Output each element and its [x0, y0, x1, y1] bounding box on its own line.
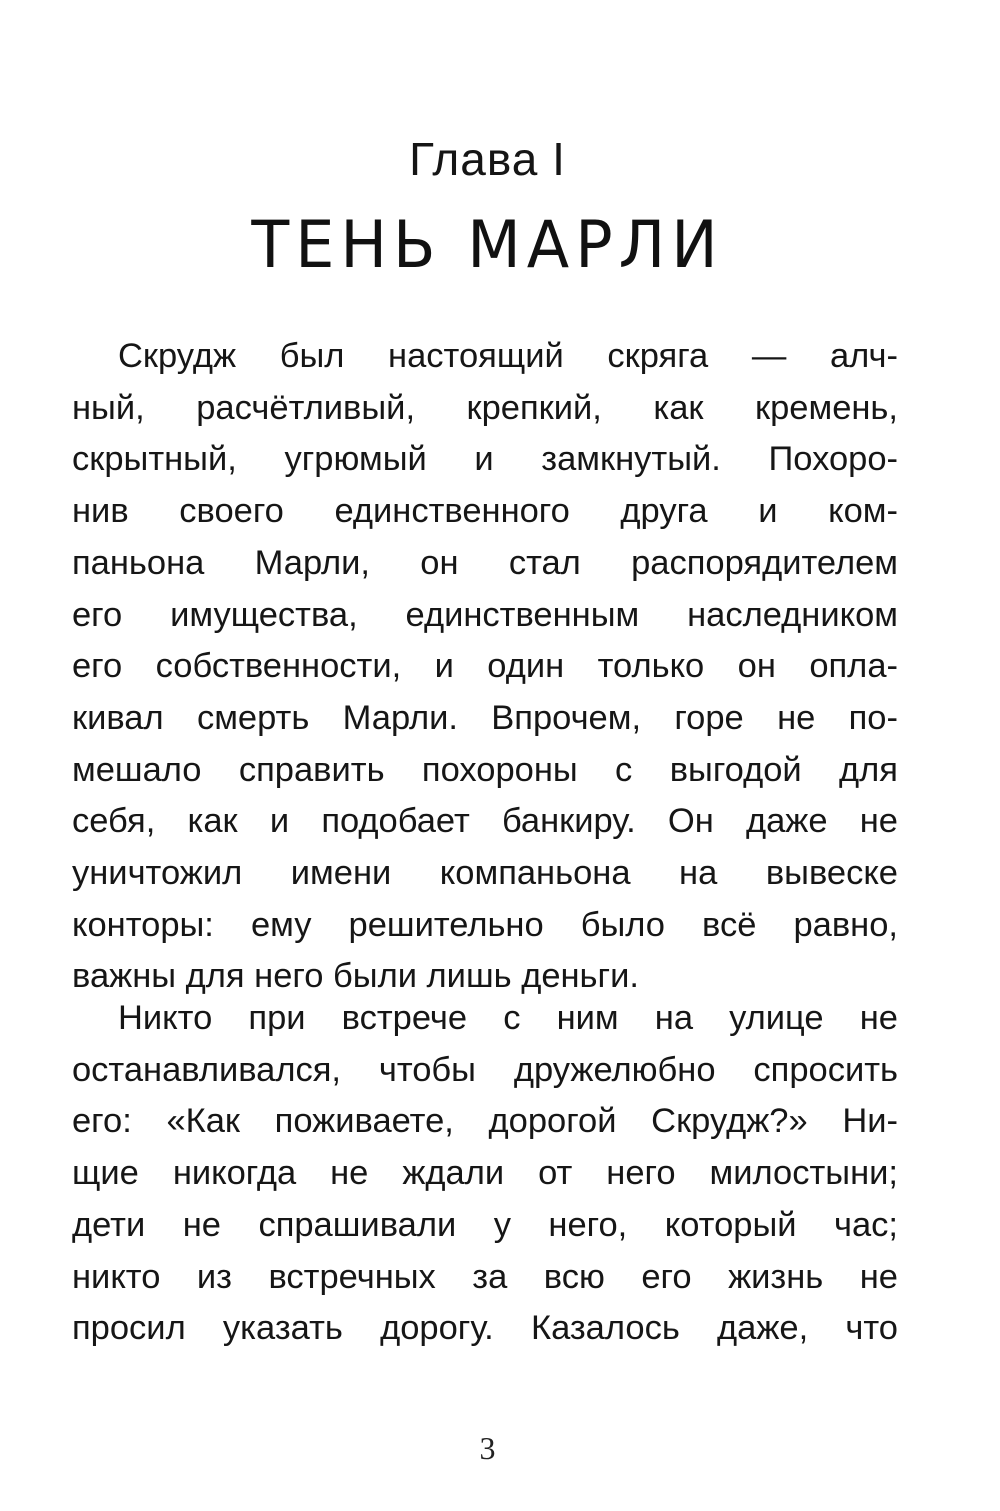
text-line: Никто при встрече с ним на улице не	[118, 999, 898, 1037]
paragraph-1	[72, 331, 898, 1003]
text-line: нив своего единственного друга и ком-	[72, 492, 898, 531]
text-line: конторы: ему решительно было всё равно,	[72, 905, 898, 944]
text-line: ный, расчётливый, крепкий, как кремень,	[72, 388, 898, 427]
text-line: мешало справить похороны с выгодой для	[72, 750, 898, 789]
text-line: его: «Как поживаете, дорогой Скрудж?» Ни-	[72, 1102, 898, 1141]
text-line: важны для него были лишь деньги.	[72, 957, 639, 996]
text-line: себя, как и подобает банкиру. Он даже не	[72, 802, 898, 841]
text-line: дети не спрашивали у него, который час;	[72, 1205, 898, 1244]
text-line: останавливался, чтобы дружелюбно спросить	[72, 1050, 898, 1089]
text-line: уничтожил имени компаньона на вывеске	[72, 854, 898, 893]
text-line: Скрудж был настоящий скряга — алч-	[118, 337, 898, 375]
chapter-title: ТЕНЬ МАРЛИ	[251, 206, 724, 283]
text-line: щие никогда не ждали от него милостыни;	[72, 1154, 898, 1193]
page-number: 3	[479, 1430, 496, 1466]
text-line: кивал смерть Марли. Впрочем, горе не по-	[72, 698, 898, 737]
chapter-label: Глава I	[409, 133, 566, 185]
text-line: просил указать дорогу. Казалось даже, что	[72, 1309, 898, 1348]
text-line: его имущества, единственным наследником	[72, 595, 898, 634]
text-line: никто из встречных за всю его жизнь не	[72, 1257, 898, 1296]
paragraph-2	[72, 993, 898, 1355]
text-line: паньона Марли, он стал распорядителем	[72, 543, 898, 582]
text-line: его собственности, и один только он опла-	[72, 647, 898, 686]
text-line: скрытный, угрюмый и замкнутый. Похоро-	[72, 440, 898, 479]
